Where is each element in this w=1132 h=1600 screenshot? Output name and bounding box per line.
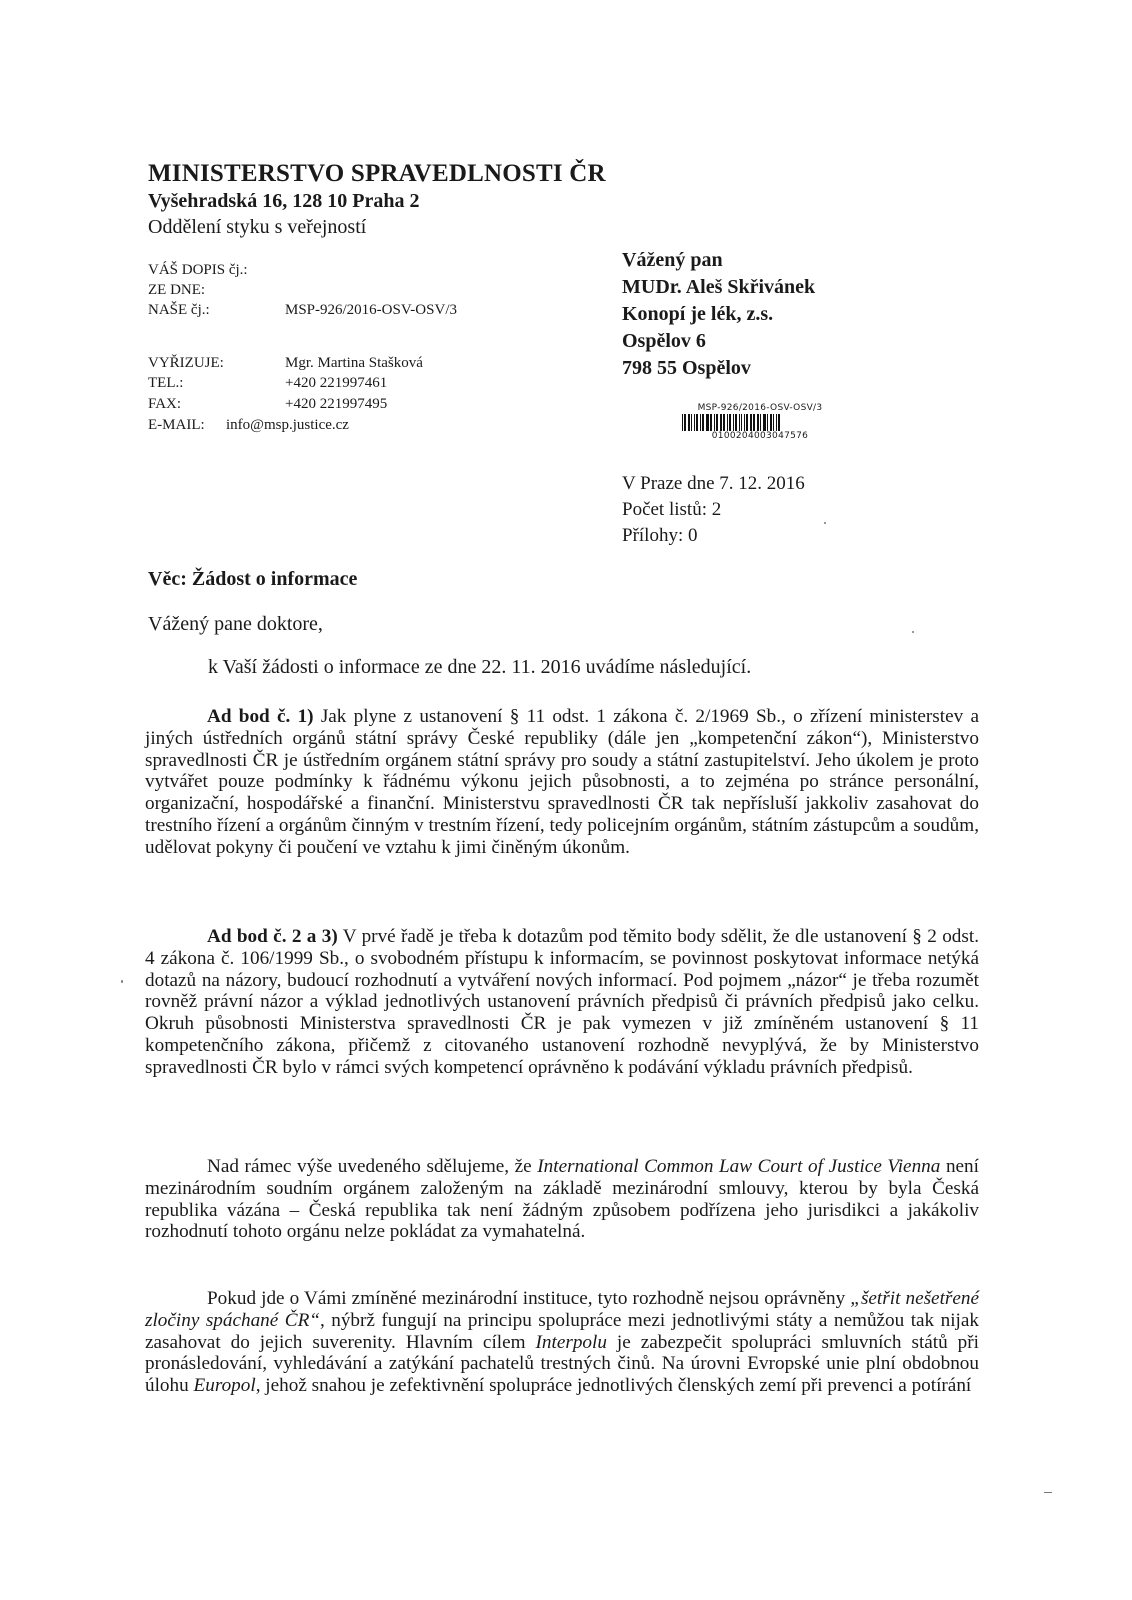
intl-interpol: Interpolu (535, 1331, 607, 1353)
intl-text-2: , nýbrž fungují na principu spolupráce mezi jednotlivými státy a nemůžou tak nijak zasahovat do jejich suverenity. Hlavním cílem (145, 1309, 979, 1353)
ministry-address: Vyšehradská 16, 128 10 Praha 2 (148, 190, 420, 212)
paragraph-international (145, 1288, 979, 1397)
email-value[interactable]: info@msp.justice.cz (226, 417, 349, 433)
phone-label: TEL.: (148, 375, 184, 391)
intro-sentence: k Vaší žádosti o informace ze dne 22. 11. 2016 uvádíme následující. (208, 656, 752, 678)
point-2-3-text: V prvé řadě je třeba k dotazům pod těmito body sdělit, že dle ustanovení § 2 odst. 4 zákona č. 106/1999 Sb., o svobodném přístupu k informacím, se povinnost poskytovat informace netýká dotazů na názory, budoucí rozhodnutí a vytváření nových informací. Pod pojmem „názor“ je třeba rozumět rovněž právní názor a výklad jednotlivých ustanovení právních předpisů či právních předpisů jako celku. Okruh působnosti Ministerstva spravedlnosti ČR je pak vymezen v již zmíněném ustanovení § 11 kompetenčního zákona, přičemž z citovaného ustanovení rozhodně nevyplývá, že by Ministerstvo spravedlnosti ČR bylo v rámci svých kompetencí oprávněno k podávání výkladu právních předpisů. (145, 926, 979, 1078)
date-block (622, 471, 805, 549)
intl-europol: Europol (193, 1375, 256, 1397)
scan-speck (912, 631, 914, 633)
icljv-court-name: International Common Law Court of Justice Vienna (537, 1156, 941, 1177)
recipient-address (622, 247, 815, 382)
our-ref-value: MSP-926/2016-OSV-OSV/3 (285, 302, 457, 318)
handled-by-value: Mgr. Martina Stašková (285, 355, 423, 371)
recipient-name: MUDr. Aleš Skřivánek (622, 276, 816, 298)
intl-text-1: Pokud jde o Vámi zmíněné mezinárodní instituce, tyto rozhodně nejsou oprávněny (207, 1288, 851, 1309)
letter-date: V Praze dne 7. 12. 2016 (622, 473, 805, 494)
greeting: Vážený pane doktore, (148, 613, 323, 635)
intl-text-3: je zabezpečit spolupráci smluvních států při pronásledování, vyhledávání a zatýkání pachatelů trestných činů. Na úrovni Evropské unie plní obdobnou úlohu (145, 1331, 979, 1397)
barcode-bars (682, 414, 840, 431)
your-letter-label: VÁŠ DOPIS čj.: (148, 262, 248, 278)
intl-quote: „šetřit nešetřené zločiny spáchané ČR“ (145, 1288, 979, 1331)
fax-value: +420 221997495 (285, 396, 388, 412)
recipient-organization: Konopí je lék, z.s. (622, 303, 774, 325)
barcode-number: 0100204003047576 (711, 431, 809, 441)
scan-speck (824, 522, 826, 524)
point-1-text: Jak plyne z ustanovení § 11 odst. 1 zákona č. 2/1969 Sb., o zřízení ministerstev a jiných ústředních orgánů státní správy České republiky (dále jen „kompetenční zákon“), Ministerstvo spravedlnosti ČR je ústředním orgánem státní správy pro soudy a státní zastupitelství. Jeho úkolem je proto vytvářet pouze podmínky k řádnému výkonu jejich působnosti, a to zejména po stránce personální, organizační, hospodářské a finanční. Ministerstvu spravedlnosti ČR tak nepřísluší jakkoliv zasahovat do trestního řízení a orgánům činným v trestním řízení, tedy policejním orgánům, státním zástupcům a soudům, udělovat pokyny či poučení ve vztahu k jimi činěným úkonům. (145, 706, 979, 858)
barcode-reference: MSP-926/2016-OSV-OSV/3 (697, 403, 823, 413)
dated-label: ZE DNE: (148, 282, 206, 298)
scan-speck (121, 980, 123, 983)
icljv-text-2: není mezinárodním soudním orgánem založeným na základě mezinárodní smlouvy, kterou by byla Česká republika vázána – Česká republika tak není žádným způsobem podřízena jeho jurisdikci a jakákoliv rozhodnutí tohoto orgánu nelze pokládat za vymahatelná. (145, 1156, 979, 1243)
subject-line: Věc: Žádost o informace (148, 568, 358, 590)
handled-by-label: VYŘIZUJE: (148, 355, 224, 371)
intl-text-4: , jehož snahou je zefektivnění spolupráce jednotlivých členských zemí při prevenci a potírání (255, 1375, 972, 1397)
paragraph-point-1 (145, 706, 979, 859)
scan-speck (1044, 1492, 1052, 1493)
point-1-heading: Ad bod č. 1) (207, 706, 314, 727)
phone-value: +420 221997461 (285, 375, 388, 391)
recipient-salutation: Vážený pan (622, 249, 723, 271)
email-label: E-MAIL: (148, 417, 205, 433)
department-name: Oddělení styku s veřejností (148, 216, 367, 238)
fax-label: FAX: (148, 396, 182, 412)
recipient-city: 798 55 Ospělov (622, 357, 751, 379)
barcode-bar (780, 414, 782, 431)
recipient-street: Ospělov 6 (622, 330, 706, 352)
attachments-count: Přílohy: 0 (622, 525, 698, 546)
ministry-name: MINISTERSTVO SPRAVEDLNOSTI ČR (148, 160, 606, 187)
icljv-text-1: Nad rámec výše uvedeného sdělujeme, že (207, 1156, 538, 1177)
page-count: Počet listů: 2 (622, 499, 722, 520)
paragraph-icljv (145, 1156, 979, 1243)
barcode (680, 403, 840, 441)
our-ref-label: NAŠE čj.: (148, 302, 210, 318)
point-2-3-heading: Ad bod č. 2 a 3) (207, 926, 338, 947)
paragraph-point-2-3 (145, 926, 979, 1079)
